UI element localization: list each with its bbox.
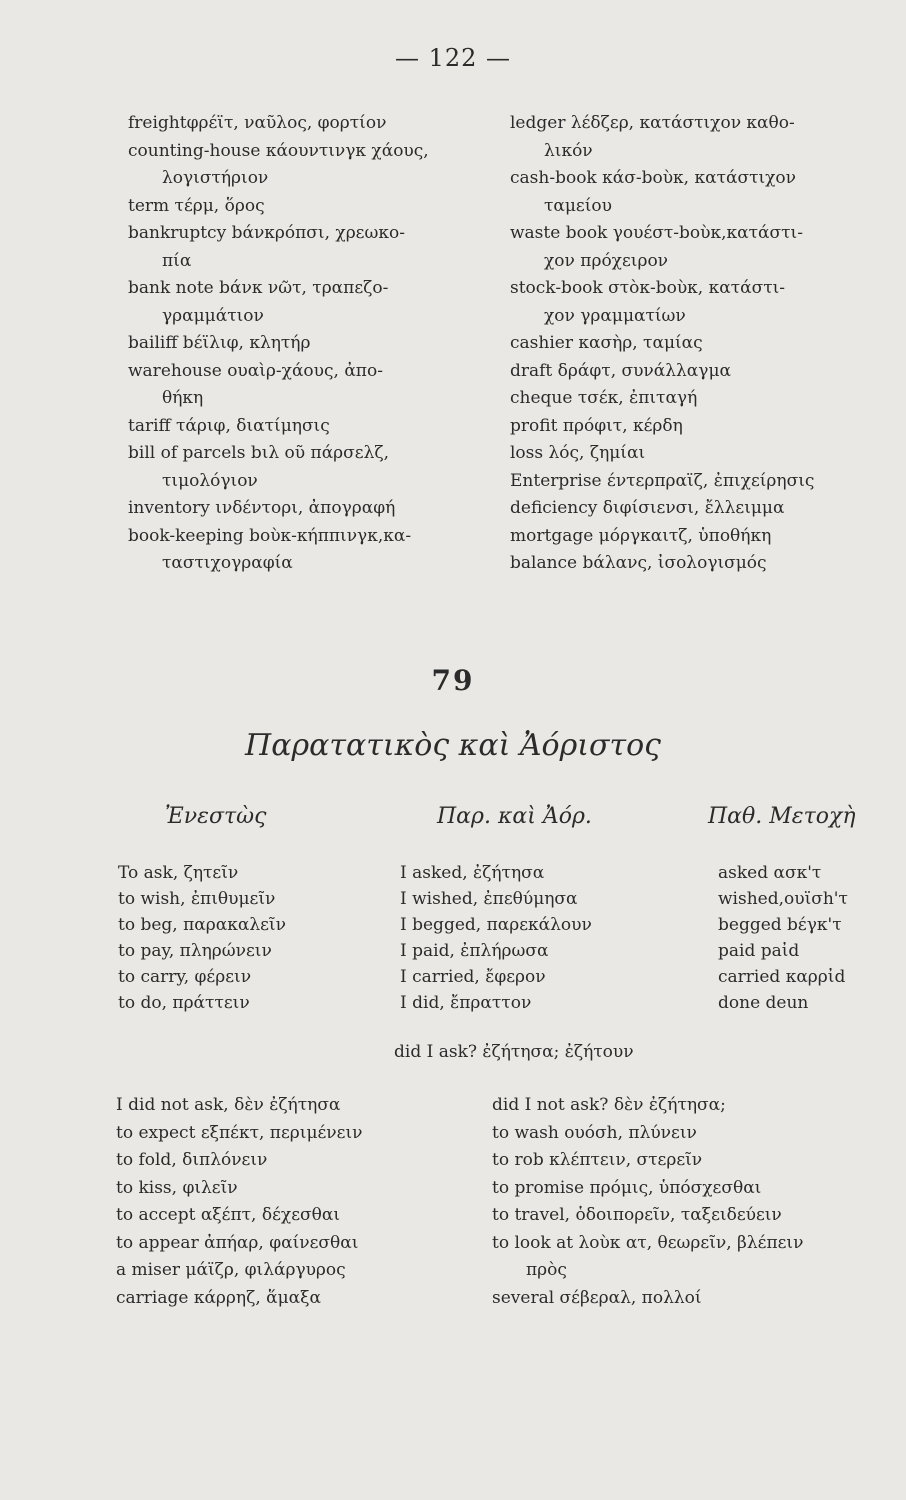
vocab-entry: draft δράφτ, συνάλλαγμα	[510, 360, 731, 381]
vocab-entry: Enterprise έντερπραϊζ, ἐπιχείρησις	[510, 470, 815, 491]
vocab-entry: to promise πρόμις, ὑπόσχεσθαι	[492, 1177, 762, 1198]
vocab-entry: bailiff bέϊλιφ, κλητήρ	[128, 333, 311, 353]
verb-present: To ask, ζητεῖν	[118, 863, 239, 883]
vocab-entry: to kiss, φιλεῖν	[116, 1177, 238, 1198]
vocab-entry: tariff τάριφ, διατίμησις	[128, 415, 330, 436]
vocab-entry: to wash ουόσh, πλύνειν	[492, 1122, 697, 1143]
did-ask-line: did I ask? ἐζήτησα; ἐζήτουν	[394, 1042, 634, 1062]
vocab-entry: χον πρόχειρον	[544, 250, 669, 271]
section-title: Παρατατικὸς καὶ Ἀόριστος	[245, 728, 661, 763]
section-number: 79	[431, 664, 475, 697]
verb-past: I asked, ἐζήτησα	[400, 863, 545, 883]
vocab-entry: carriage κάρρηζ, ἅμαξα	[116, 1287, 321, 1308]
verb-present: to wish, ἐπιθυμεῖν	[118, 889, 276, 909]
vocab-entry: bankruptcy bάνκρόπσι, χρεωκο-	[128, 223, 405, 243]
verb-row	[118, 938, 888, 964]
verb-row	[118, 912, 888, 938]
verb-present: to pay, πληρώνειν	[118, 941, 272, 961]
verb-row	[118, 990, 888, 1016]
vocab-entry: mortgage μόργκαιτζ, ὑποθήκη	[510, 525, 772, 546]
verb-past: I wished, ἐπεθύμησα	[400, 889, 578, 909]
vocab-entry: to rob κλέπτειν, στερεῖν	[492, 1150, 703, 1170]
vocab-entry: χον γραμματίων	[544, 305, 686, 326]
vocab-entry: freightφρέϊτ, ναῦλος, φορτίον	[128, 113, 387, 133]
verb-participle: asked ασκ'τ	[718, 863, 822, 883]
vocab-entry: θήκη	[162, 388, 204, 408]
vocab-entry: waste book γουέστ-bοὺκ,κατάστι-	[510, 223, 803, 243]
vocab-entry: cashier κασὴρ, ταμίας	[510, 333, 703, 353]
vocab-entry: to look at λοὺκ ατ, θεωρεῖν, βλέπειν	[492, 1232, 804, 1253]
verb-participle: paid paἰd	[718, 941, 800, 961]
vocab-entry: warehouse ουαὶρ-χάους, ἀπο-	[128, 360, 383, 381]
verb-row	[118, 860, 888, 886]
vocab-entry: deficiency διφίσιενσι, ἔλλειμμα	[510, 498, 785, 518]
vocab-entry: ledger λέδζερ, κατάστιχον καθο-	[510, 113, 795, 133]
vocab-entry: counting-house κάουντινγκ χάους,	[128, 140, 429, 161]
vocab-entry: cheque τσέκ, ἐπιταγή	[510, 388, 698, 408]
header-past: Παρ. καὶ Ἀόρ.	[437, 804, 592, 829]
vocab-entry: ταστιχογραφία	[162, 553, 293, 573]
vocab-entry: a miser μάϊζρ, φιλάργυρος	[116, 1260, 346, 1280]
vocab-entry: to fold, διπλόνειν	[116, 1150, 268, 1170]
verb-participle: begged bέγκ'τ	[718, 915, 842, 935]
vocab-column-right	[510, 110, 870, 578]
verb-present: to do, πράττειν	[118, 993, 250, 1013]
vocab-entry: τιμολόγιον	[162, 470, 258, 491]
vocab-entry: did I not ask? δὲν ἐζήτησα;	[492, 1095, 726, 1115]
vocab-entry: inventory ινδέντορι, ἀπογραφή	[128, 498, 396, 518]
verb-row	[118, 964, 888, 990]
bottom-column-right	[492, 1092, 882, 1312]
verb-past: I paid, ἐπλήρωσα	[400, 941, 549, 961]
verb-past: I did, ἔπραττον	[400, 993, 532, 1013]
vocab-entry: λογιστήριον	[162, 168, 269, 188]
bottom-column-left	[116, 1092, 476, 1312]
vocab-entry: to expect εξπέκτ, περιμένειν	[116, 1122, 363, 1143]
verb-table	[118, 860, 888, 1016]
vocab-column-left	[128, 110, 498, 578]
vocab-entry: γραμμάτιον	[162, 305, 264, 326]
vocab-entry: λικόν	[544, 140, 593, 161]
vocab-entry: book-keeping bοὺκ-κήππινγκ,κα-	[128, 525, 412, 546]
vocab-entry: ταμείου	[544, 195, 612, 216]
verb-past: I begged, παρεκάλουν	[400, 915, 592, 935]
vocab-entry: profit πρόφιτ, κέρδη	[510, 415, 683, 436]
vocab-entry: cash-book κάσ-bοὺκ, κατάστιχον	[510, 168, 797, 188]
vocab-entry: I did not ask, δὲν ἐζήτησα	[116, 1095, 341, 1115]
header-participle: Παθ. Μετοχὴ	[708, 804, 856, 829]
verb-participle: done deun	[718, 993, 809, 1013]
vocab-entry: several σέβεραλ, πολλοί	[492, 1287, 702, 1308]
vocab-entry: to travel, ὁδοιπορεῖν, ταξειδεύειν	[492, 1205, 782, 1225]
vocab-entry: to accept αξέπτ, δέχεσθαι	[116, 1205, 340, 1225]
verb-past: I carried, ἔφερον	[400, 967, 546, 987]
verb-row	[118, 886, 888, 912]
verb-participle: carried καρρἰd	[718, 967, 846, 987]
vocab-entry: to appear ἀπήαρ, φαίνεσθαι	[116, 1232, 359, 1253]
vocab-entry: πία	[162, 250, 192, 271]
vocab-entry: term τέρμ, ὅρος	[128, 195, 265, 216]
header-present: Ἐνεστὼς	[165, 804, 267, 829]
vocab-entry: bank note bάνκ νῶτ, τραπεζο-	[128, 278, 389, 298]
vocab-entry: balance bάλανς, ἰσολογισμός	[510, 553, 767, 573]
verb-present: to beg, παρακαλεῖν	[118, 915, 286, 935]
vocab-entry: stock-book στὸκ-bοὺκ, κατάστι-	[510, 278, 786, 298]
vocab-entry: bill of parcels bιλ οῦ πάρσελζ,	[128, 443, 389, 463]
vocab-entry: πρὸς	[526, 1260, 567, 1280]
page-number: — 122 —	[394, 44, 512, 72]
verb-present: to carry, φέρειν	[118, 967, 252, 987]
vocab-entry: loss λός, ζημίαι	[510, 443, 646, 463]
verb-participle: wished,ουϊσh'τ	[718, 889, 848, 909]
